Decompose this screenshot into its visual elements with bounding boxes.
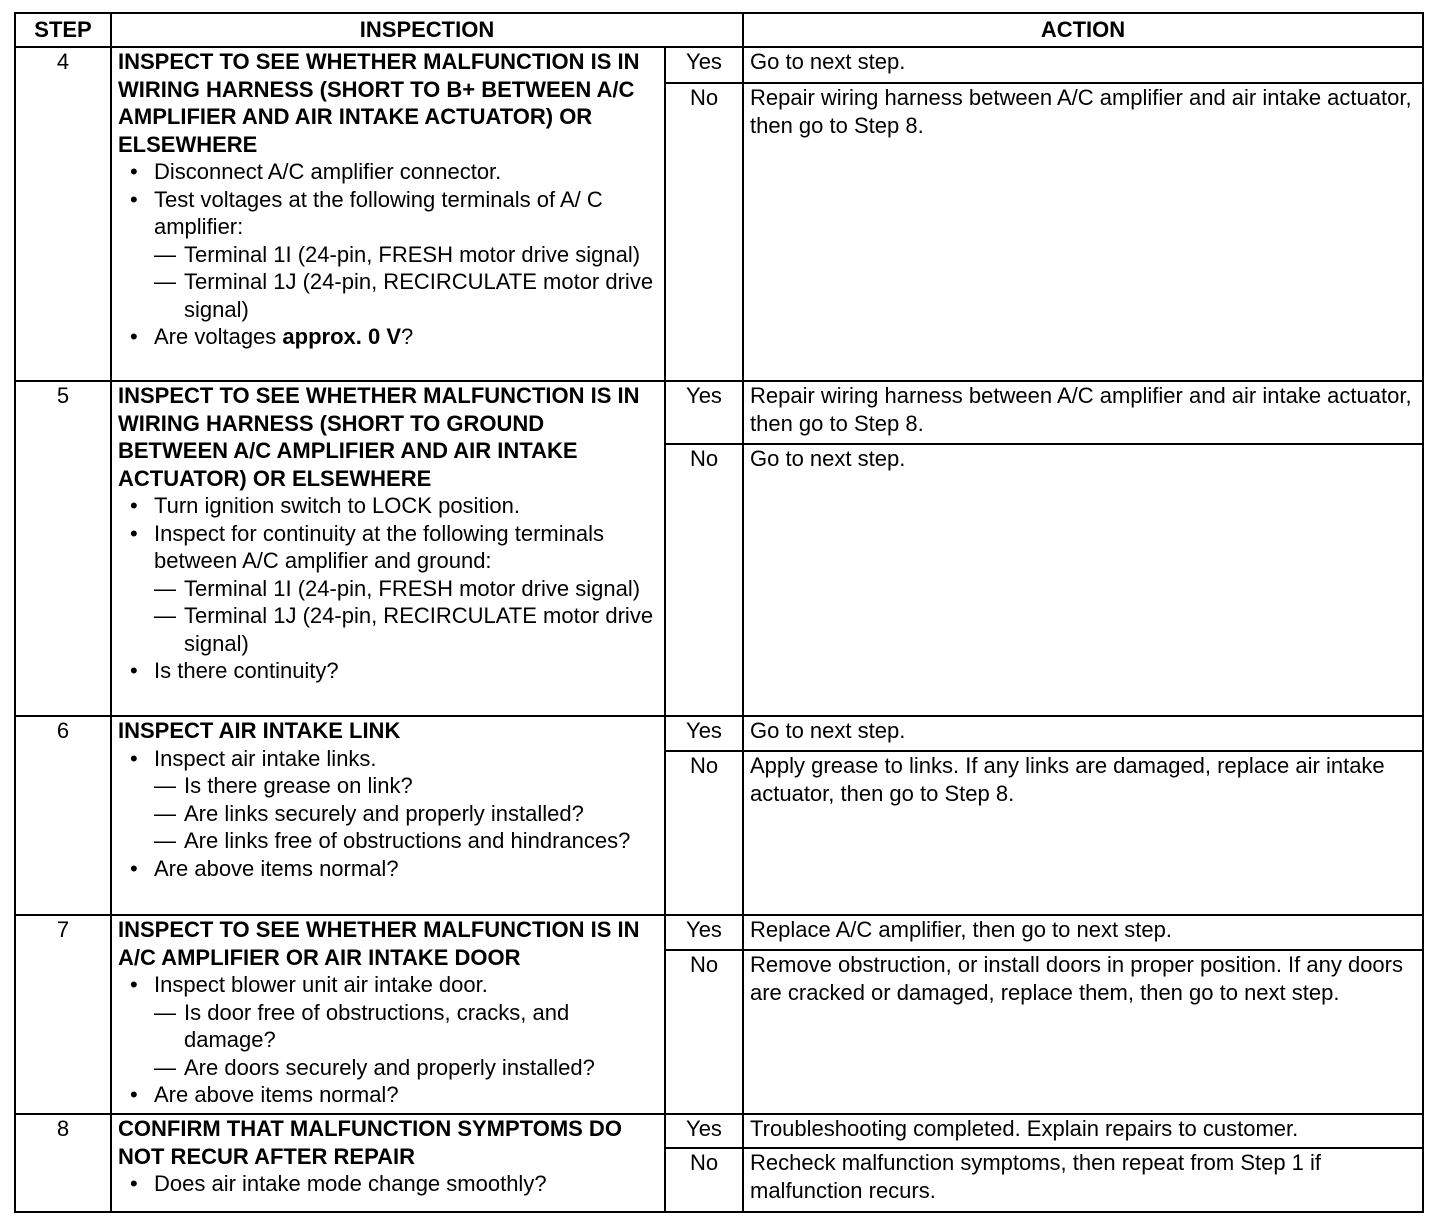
inspection-bullets	[118, 158, 658, 351]
bullet-item: • Does air intake mode change smoothly?	[118, 1170, 658, 1198]
inspection-cell	[111, 381, 665, 716]
bullet-text: Inspect air intake links.	[154, 745, 377, 771]
yes-action: Go to next step.	[743, 716, 1423, 751]
inspection-header: INSPECTION	[111, 13, 743, 47]
dash-item: — Terminal 1I (24-pin, FRESH motor drive signal)	[154, 575, 658, 603]
dash-item: — Are links securely and properly installed?	[154, 800, 658, 828]
dash-list	[154, 575, 658, 658]
bullet-item	[118, 745, 658, 855]
dash-list	[154, 999, 658, 1082]
inspection-title: INSPECT TO SEE WHETHER MALFUNCTION IS IN WIRING HARNESS (SHORT TO GROUND BETWEEN A/C AMPLIFIER AND AIR INTAKE ACTUATOR) OR ELSEWHERE	[118, 383, 640, 491]
dash-item: — Terminal 1J (24-pin, RECIRCULATE motor drive signal)	[154, 602, 658, 657]
dash-item: — Are links free of obstructions and hindrances?	[154, 827, 658, 855]
step-number: 5	[15, 381, 111, 716]
bullet-text: Inspect for continuity at the following terminals between A/C amplifier and ground:	[154, 520, 605, 573]
bullet-text: Test voltages at the following terminals of A/ C amplifier:	[154, 186, 603, 239]
bold-value: approx. 0 V	[282, 324, 401, 349]
no-action: Go to next step.	[743, 444, 1423, 716]
no-action: Remove obstruction, or install doors in proper position. If any doors are cracked or damaged, replace them, then go to next step.	[743, 950, 1423, 1114]
no-label: No	[665, 751, 743, 915]
inspection-cell	[111, 1114, 665, 1212]
yes-label: Yes	[665, 915, 743, 950]
inspection-bullets	[118, 492, 658, 685]
step-number: 4	[15, 47, 111, 381]
inspection-title: INSPECT AIR INTAKE LINK	[118, 718, 401, 743]
bullet-item: • Is there continuity?	[118, 657, 658, 685]
yes-action: Go to next step.	[743, 47, 1423, 83]
action-header: ACTION	[743, 13, 1423, 47]
inspection-cell	[111, 915, 665, 1114]
bullet-item	[118, 971, 658, 1081]
procedure-page	[14, 12, 1422, 1213]
no-action: Recheck malfunction symptoms, then repeat from Step 1 if malfunction recurs.	[743, 1148, 1423, 1212]
header-row	[15, 13, 1423, 47]
yes-action: Replace A/C amplifier, then go to next step.	[743, 915, 1423, 950]
dash-item: — Is there grease on link?	[154, 772, 658, 800]
inspection-cell	[111, 716, 665, 915]
inspection-title: CONFIRM THAT MALFUNCTION SYMPTOMS DO NOT RECUR AFTER REPAIR	[118, 1116, 622, 1169]
yes-label: Yes	[665, 716, 743, 751]
no-action: Apply grease to links. If any links are damaged, replace air intake actuator, then go to Step 8.	[743, 751, 1423, 915]
step-8-yes-row	[15, 1114, 1423, 1148]
inspection-title: INSPECT TO SEE WHETHER MALFUNCTION IS IN A/C AMPLIFIER OR AIR INTAKE DOOR	[118, 917, 640, 970]
step-number: 6	[15, 716, 111, 915]
step-4-yes-row	[15, 47, 1423, 83]
bullet-text: ?	[401, 324, 414, 349]
no-label: No	[665, 1148, 743, 1212]
no-action: Repair wiring harness between A/C amplifier and air intake actuator, then go to Step 8.	[743, 83, 1423, 381]
inspection-bullets	[118, 745, 658, 883]
bullet-item	[118, 186, 658, 324]
no-label: No	[665, 950, 743, 1114]
yes-label: Yes	[665, 47, 743, 83]
bullet-item	[118, 520, 658, 658]
yes-label: Yes	[665, 1114, 743, 1148]
yes-action: Troubleshooting completed. Explain repairs to customer.	[743, 1114, 1423, 1148]
yes-label: Yes	[665, 381, 743, 444]
step-7-yes-row	[15, 915, 1423, 950]
dash-item: — Are doors securely and properly installed?	[154, 1054, 658, 1082]
no-label: No	[665, 83, 743, 381]
dash-list	[154, 241, 658, 324]
dash-item: — Terminal 1J (24-pin, RECIRCULATE motor drive signal)	[154, 268, 658, 323]
bullet-text: Inspect blower unit air intake door.	[154, 972, 488, 997]
inspection-title: INSPECT TO SEE WHETHER MALFUNCTION IS IN WIRING HARNESS (SHORT TO B+ BETWEEN A/C AMPLIFIER AND AIR INTAKE ACTUATOR) OR ELSEWHERE	[118, 49, 640, 157]
dash-list	[154, 772, 658, 855]
step-header: STEP	[15, 13, 111, 47]
troubleshooting-table	[14, 12, 1424, 1213]
bullet-text: Are voltages	[154, 324, 283, 349]
inspection-cell	[111, 47, 665, 381]
dash-item: — Is door free of obstructions, cracks, and damage?	[154, 999, 658, 1054]
yes-action: Repair wiring harness between A/C amplifier and air intake actuator, then go to Step 8.	[743, 381, 1423, 444]
bullet-item: • Turn ignition switch to LOCK position.	[118, 492, 658, 520]
inspection-bullets	[118, 971, 658, 1109]
bullet-item: • Are above items normal?	[118, 855, 658, 883]
step-number: 7	[15, 915, 111, 1114]
bullet-item: • Are above items normal?	[118, 1081, 658, 1109]
no-label: No	[665, 444, 743, 716]
step-5-yes-row	[15, 381, 1423, 444]
step-6-yes-row	[15, 716, 1423, 751]
dash-item: — Terminal 1I (24-pin, FRESH motor drive signal)	[154, 241, 658, 269]
bullet-item: • Disconnect A/C amplifier connector.	[118, 158, 658, 186]
inspection-bullets	[118, 1170, 658, 1198]
step-number: 8	[15, 1114, 111, 1212]
bullet-item	[118, 323, 658, 351]
